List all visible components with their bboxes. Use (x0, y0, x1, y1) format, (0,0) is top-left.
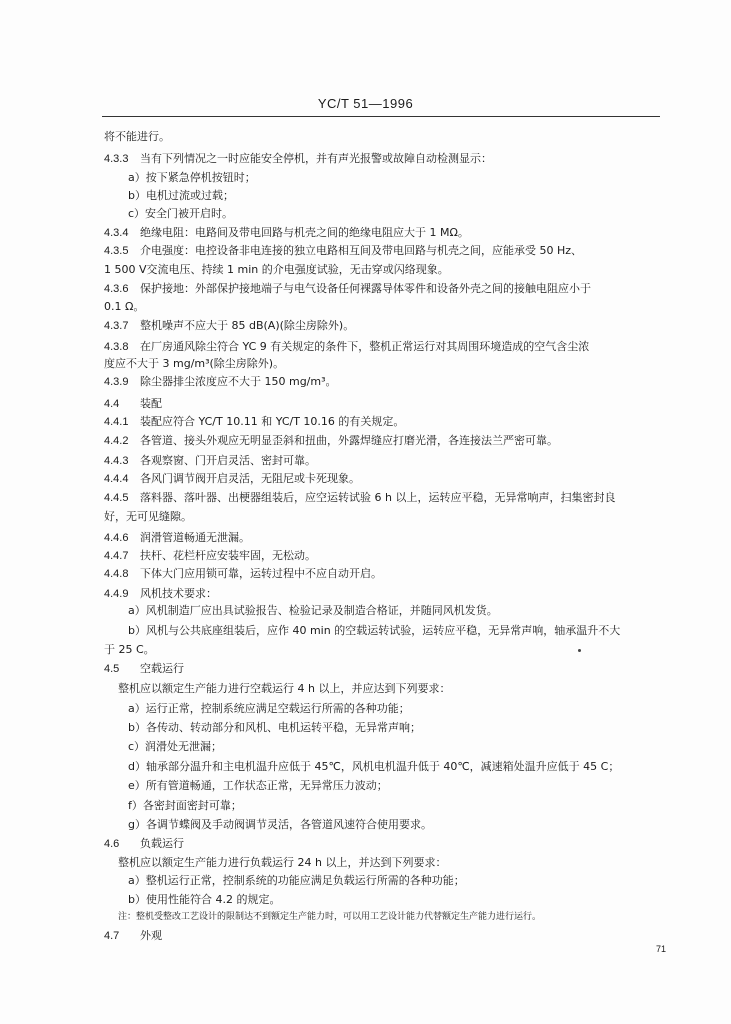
clause-number: 4.7 (104, 930, 120, 942)
text-line (128, 604, 688, 618)
clause-line (104, 415, 664, 429)
clause-number: 4.4.2 (104, 435, 129, 447)
text-line (104, 510, 664, 524)
clause-line (104, 454, 664, 468)
clause-text: c）安全门被开启时。 (128, 207, 234, 220)
page-header (0, 96, 731, 111)
clause-text: d）轴承部分温升和主电机温升应低于 45℃，风机电机温升低于 40℃，减速箱处温升应低于 45 C； (128, 760, 620, 773)
clause-text: b）电机过流或过载； (128, 189, 234, 202)
clause-number: 4.3.7 (104, 320, 129, 332)
clause-text: 整机应以额定生产能力进行负载运行 24 h 以上，并达到下列要求： (118, 856, 447, 869)
clause-text: 各管道、接头外观应无明显歪斜和扭曲，外露焊缝应打磨光滑，各连接法兰严密可靠。 (140, 434, 558, 447)
clause-number: 4.5 (104, 663, 120, 675)
clause-text: 当有下列情况之一时应能安全停机，并有声光报警或故障自动检测显示： (140, 152, 492, 165)
clause-number: 4.3.5 (104, 245, 129, 257)
text-line (128, 893, 688, 907)
text-line (128, 702, 688, 716)
text-line (128, 818, 688, 832)
clause-text: 装配 (140, 397, 162, 410)
clause-line (104, 434, 664, 448)
clause-text: 整机噪声不应大于 85 dB(A)(除尘房除外)。 (140, 319, 355, 332)
clause-text: 注：整机受整改工艺设计的限制达不到额定生产能力时，可以用工艺设计能力代替额定生产能力进行运行。 (118, 912, 542, 922)
text-line (128, 779, 688, 793)
text-line (128, 799, 688, 813)
clause-line (104, 929, 664, 943)
clause-line (104, 152, 664, 166)
clause-text: e）所有管道畅通，工作状态正常，无异常压力波动； (128, 779, 388, 792)
clause-text: 外观 (140, 929, 162, 942)
text-line (128, 624, 688, 638)
clause-line (104, 282, 664, 296)
clause-line (104, 549, 664, 563)
clause-number: 4.4.9 (104, 588, 129, 600)
standard-number: YC/T 51—1996 (317, 96, 414, 111)
clause-number: 4.4.5 (104, 492, 129, 504)
clause-text: 绝缘电阻：电路间及带电回路与机壳之间的绝缘电阻应大于 1 MΩ。 (140, 226, 469, 239)
clause-text: 于 25 C。 (104, 643, 155, 656)
clause-number: 4.3.6 (104, 283, 129, 295)
clause-number: 4.4.3 (104, 455, 129, 467)
clause-text: 扶杆、花栏杆应安装牢固，无松动。 (140, 549, 316, 562)
clause-text: 度应不大于 3 mg/m³(除尘房除外)。 (104, 357, 285, 370)
clause-number: 4.3.4 (104, 227, 129, 239)
clause-line (104, 472, 664, 486)
clause-text: 落料器、落叶器、出梗器组装后，应空运转试验 6 h 以上，运转应平稳，无异常响声，扫集密封良 (140, 491, 616, 504)
clause-text: a）整机运行正常，控制系统的功能应满足负载运行所需的各种功能； (128, 874, 465, 887)
clause-text: b）风机与公共底座组装后，应作 40 min 的空载运转试验，运转应平稳，无异常声响，轴承温升不大 (128, 624, 621, 637)
clause-text: 空载运行 (140, 662, 184, 675)
clause-line (104, 226, 664, 240)
clause-text: 下体大门应用锁可靠，运转过程中不应自动开启。 (140, 567, 382, 580)
clause-text: 负载运行 (140, 837, 184, 850)
text-line (128, 171, 688, 185)
clause-number: 4.4.8 (104, 568, 129, 580)
clause-line (104, 531, 664, 545)
clause-line (104, 567, 664, 581)
clause-text: 风机技术要求： (140, 587, 217, 600)
text-line (104, 263, 664, 277)
clause-text: 介电强度：电控设备非电连接的独立电路相互间及带电回路与机壳之间，应能承受 50 Hz、 (140, 244, 583, 257)
clause-text: 0.1 Ω。 (104, 300, 145, 313)
clause-line (104, 587, 664, 601)
clause-line (104, 319, 664, 333)
text-line (104, 130, 664, 144)
text-line (128, 874, 688, 888)
text-line (104, 300, 664, 314)
clause-line (104, 491, 664, 505)
clause-text: 1 500 V交流电压、持续 1 min 的介电强度试验，无击穿或闪络现象。 (104, 263, 449, 276)
clause-text: 好，无可见缝隙。 (104, 510, 192, 523)
clause-line (104, 837, 664, 851)
clause-number: 4.4.7 (104, 550, 129, 562)
clause-number: 4.6 (104, 838, 120, 850)
header-rule (102, 116, 660, 117)
clause-number: 4.3.3 (104, 153, 129, 165)
clause-text: 各风门调节阀开启灵活，无阻尼或卡死现象。 (140, 472, 360, 485)
text-line (118, 682, 678, 696)
clause-text: c）润滑处无泄漏； (128, 740, 223, 753)
text-line (118, 910, 678, 924)
clause-text: 整机应以额定生产能力进行空载运行 4 h 以上，并应达到下列要求： (118, 682, 451, 695)
text-line (128, 189, 688, 203)
text-line (128, 760, 688, 774)
clause-number: 4.3.8 (104, 341, 129, 353)
clause-text: 润滑管道畅通无泄漏。 (140, 531, 250, 544)
clause-line (104, 375, 664, 389)
clause-number: 4.4.6 (104, 532, 129, 544)
clause-text: a）按下紧急停机按钮时； (128, 171, 256, 184)
clause-number: 4.3.9 (104, 376, 129, 388)
text-line (118, 856, 678, 870)
clause-number: 4.4 (104, 398, 120, 410)
clause-line (104, 340, 664, 354)
clause-text: a）运行正常，控制系统应满足空载运行所需的各种功能； (128, 702, 410, 715)
clause-number: 4.4.1 (104, 416, 129, 428)
clause-line (104, 244, 664, 258)
text-line (128, 207, 688, 221)
clause-text: b）各传动、转动部分和风机、电机运转平稳，无异常声响； (128, 721, 421, 734)
clause-text: 除尘器排尘浓度应不大于 150 mg/m³。 (140, 375, 337, 388)
clause-text: 装配应符合 YC/T 10.11 和 YC/T 10.16 的有关规定。 (140, 415, 405, 428)
clause-number: 4.4.4 (104, 473, 129, 485)
clause-text: a）风机制造厂应出具试验报告、检验记录及制造合格证，并随同风机发货。 (128, 604, 498, 617)
clause-text: f）各密封面密封可靠； (128, 799, 242, 812)
clause-line (104, 662, 664, 676)
clause-text: 保护接地：外部保护接地端子与电气设备任何裸露导体零件和设备外壳之间的接触电阻应小于 (140, 282, 591, 295)
page-number: 71 (655, 944, 666, 954)
clause-text: 各观察窗、门开启灵活、密封可靠。 (140, 454, 316, 467)
text-line (128, 721, 688, 735)
clause-line (104, 397, 664, 411)
clause-text: 将不能进行。 (104, 130, 170, 143)
clause-text: g）各调节蝶阀及手动阀调节灵活，各管道风速符合使用要求。 (128, 818, 432, 831)
text-line (104, 357, 664, 371)
text-line (128, 740, 688, 754)
clause-text: 在厂房通风除尘符合 YC 9 有关规定的条件下，整机正常运行对其周围环境造成的空气含尘浓 (140, 340, 590, 353)
scan-speck (578, 649, 581, 652)
clause-text: b）使用性能符合 4.2 的规定。 (128, 893, 281, 906)
